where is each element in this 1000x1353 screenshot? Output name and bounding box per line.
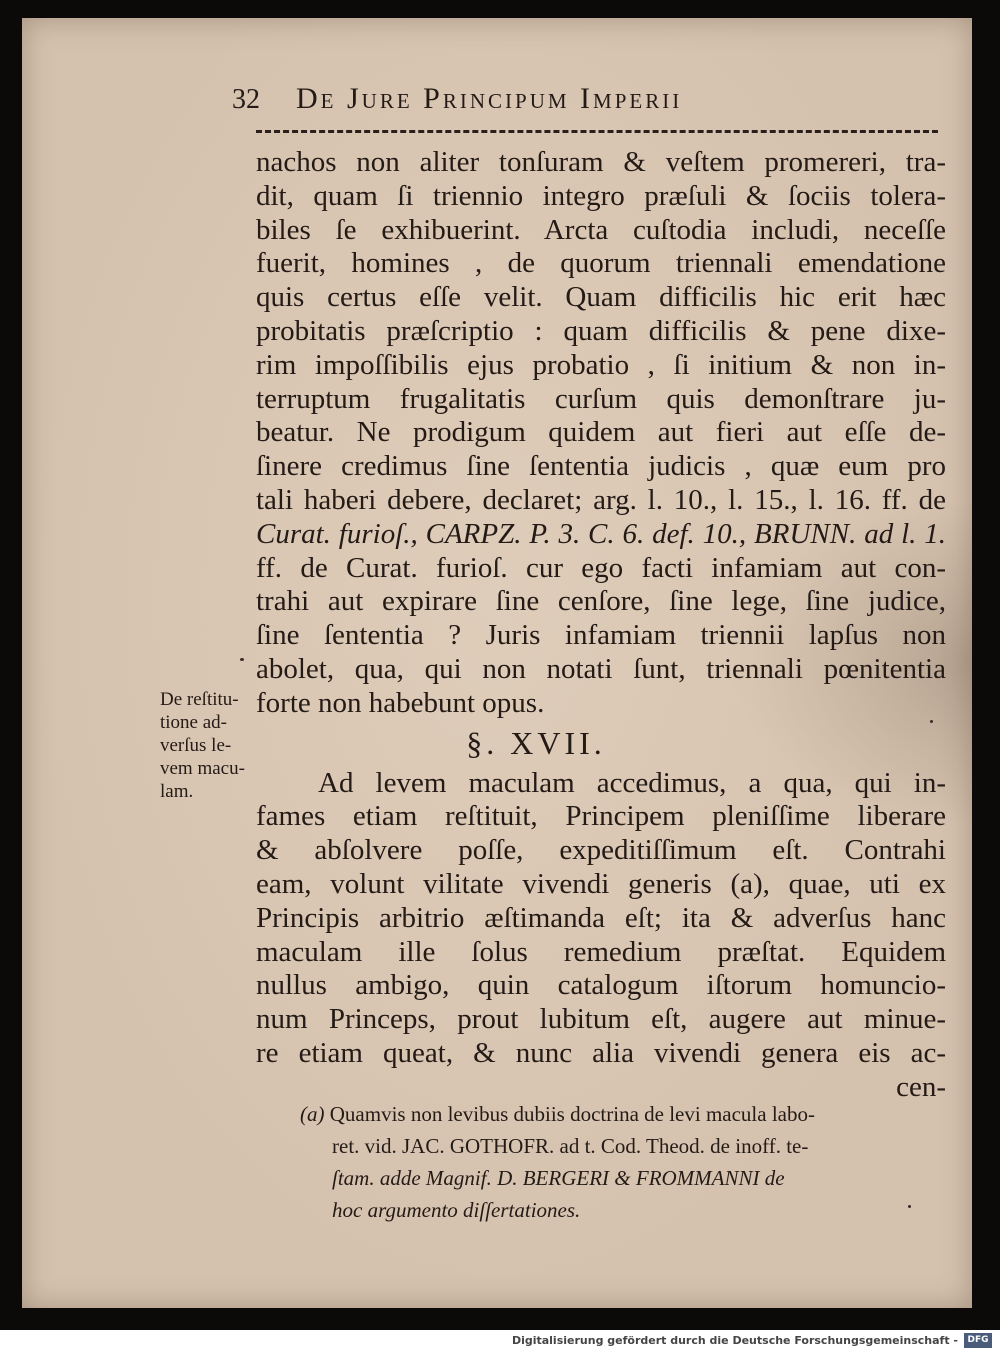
dfg-logo-icon: DFG	[964, 1333, 992, 1348]
catchword: cen-	[896, 1070, 946, 1103]
footnote-line: ret. vid. JAC. GOTHOFR. ad t. Cod. Theod. de inoff. te-	[332, 1134, 809, 1158]
header-rule	[256, 130, 938, 133]
footnote	[300, 1098, 950, 1226]
text-line: ſinere credimus ſine ſententia judicis , quæ eum pro	[256, 450, 946, 483]
marginal-line: tione ad-	[160, 712, 228, 733]
text-line: probitatis præſcriptio : quam difficilis & pene dixe-	[256, 314, 946, 347]
text-line: terruptum frugalitatis curſum quis demonſtrare ju-	[256, 382, 946, 415]
text-line: forte non habebunt opus.	[256, 686, 545, 719]
text-line: trahi aut expirare ſine cenſore, ſine lege, ſine judice,	[256, 585, 946, 618]
text-line: eam, volunt vilitate vivendi generis (a), quae, uti ex	[256, 867, 946, 900]
ink-speck	[908, 1205, 911, 1208]
footnote-marker: (a)	[300, 1102, 325, 1126]
marginal-note	[160, 688, 260, 803]
running-title: De Jure Principum Imperii	[296, 82, 683, 115]
footnote-line	[300, 1098, 950, 1130]
marginal-line: vem macu-	[160, 758, 245, 779]
page-number: 32	[232, 84, 260, 115]
text-line: abolet, qua, qui non notati ſunt, triennali pœnitentia	[256, 652, 946, 685]
text-line: Principis arbitrio æſtimanda eſt; ita & adverſus hanc	[256, 901, 946, 934]
text-line: & abſolvere poſſe, expeditiſſimum eſt. Contrahi	[256, 834, 946, 867]
text-line: dit, quam ſi triennio integro præſuli & ſociis tolera-	[256, 179, 946, 212]
footnote-line: hoc argumento diſſertationes.	[332, 1198, 581, 1222]
banner-text: Digitalisierung gefördert durch die Deutsche Forschungsgemeinschaft -	[511, 1334, 958, 1347]
digitization-banner	[0, 1330, 1000, 1353]
text-line: Ad levem maculam accedimus, a qua, qui in-	[318, 766, 946, 799]
marginal-line: De reſtitu-	[160, 689, 239, 710]
page-header	[232, 74, 952, 122]
text-line: fames etiam reſtituit, Principem pleniſſime liberare	[256, 800, 946, 833]
text-line: fuerit, homines , de quorum triennali emendatione	[256, 247, 946, 280]
text-line: nachos non aliter tonſuram & veſtem promereri, tra-	[256, 146, 946, 178]
text-line: num Princeps, prout lubitum eſt, augere aut minue-	[256, 1003, 946, 1036]
footnote-text: Quamvis non levibus dubiis doctrina de levi macula labo-	[329, 1102, 815, 1126]
text-line: quis certus eſſe velit. Quam difficilis hic erit hæc	[256, 281, 946, 314]
text-line: ff. de Curat. furioſ. cur ego facti infamiam aut con-	[256, 551, 946, 584]
text-line: ſine ſententia ? Juris infamiam triennii lapſus non	[256, 619, 946, 652]
ink-speck	[930, 720, 933, 723]
text-line: maculam ille ſolus remedium præſtat. Equidem	[256, 935, 946, 968]
marginal-line: verſus le-	[160, 735, 232, 756]
text-line: nullus ambigo, quin catalogum iſtorum homuncio-	[256, 969, 946, 1002]
text-line: biles ſe exhibuerint. Arcta cuſtodia includi, neceſſe	[256, 213, 946, 246]
text-line: Curat. furioſ., CARPZ. P. 3. C. 6. def. 10., BRUNN. ad l. 1.	[256, 517, 946, 550]
text-line: beatur. Ne prodigum quidem aut fieri aut eſſe de-	[256, 416, 946, 449]
footnote-line: ſtam. adde Magnif. D. BERGERI & FROMMANNI de	[332, 1166, 785, 1190]
marginal-line: lam.	[160, 781, 194, 802]
text-line: tali haberi debere, declaret; arg. l. 10., l. 15., l. 16. ff. de	[256, 483, 946, 516]
body-text	[256, 146, 946, 1105]
ink-speck	[240, 658, 244, 661]
section-heading: §. XVII.	[466, 724, 606, 761]
text-line: rim impoſſibilis ejus probatio , ſi initium & non in-	[256, 348, 946, 381]
text-line: re etiam queat, & nunc alia vivendi genera eis ac-	[256, 1036, 946, 1069]
